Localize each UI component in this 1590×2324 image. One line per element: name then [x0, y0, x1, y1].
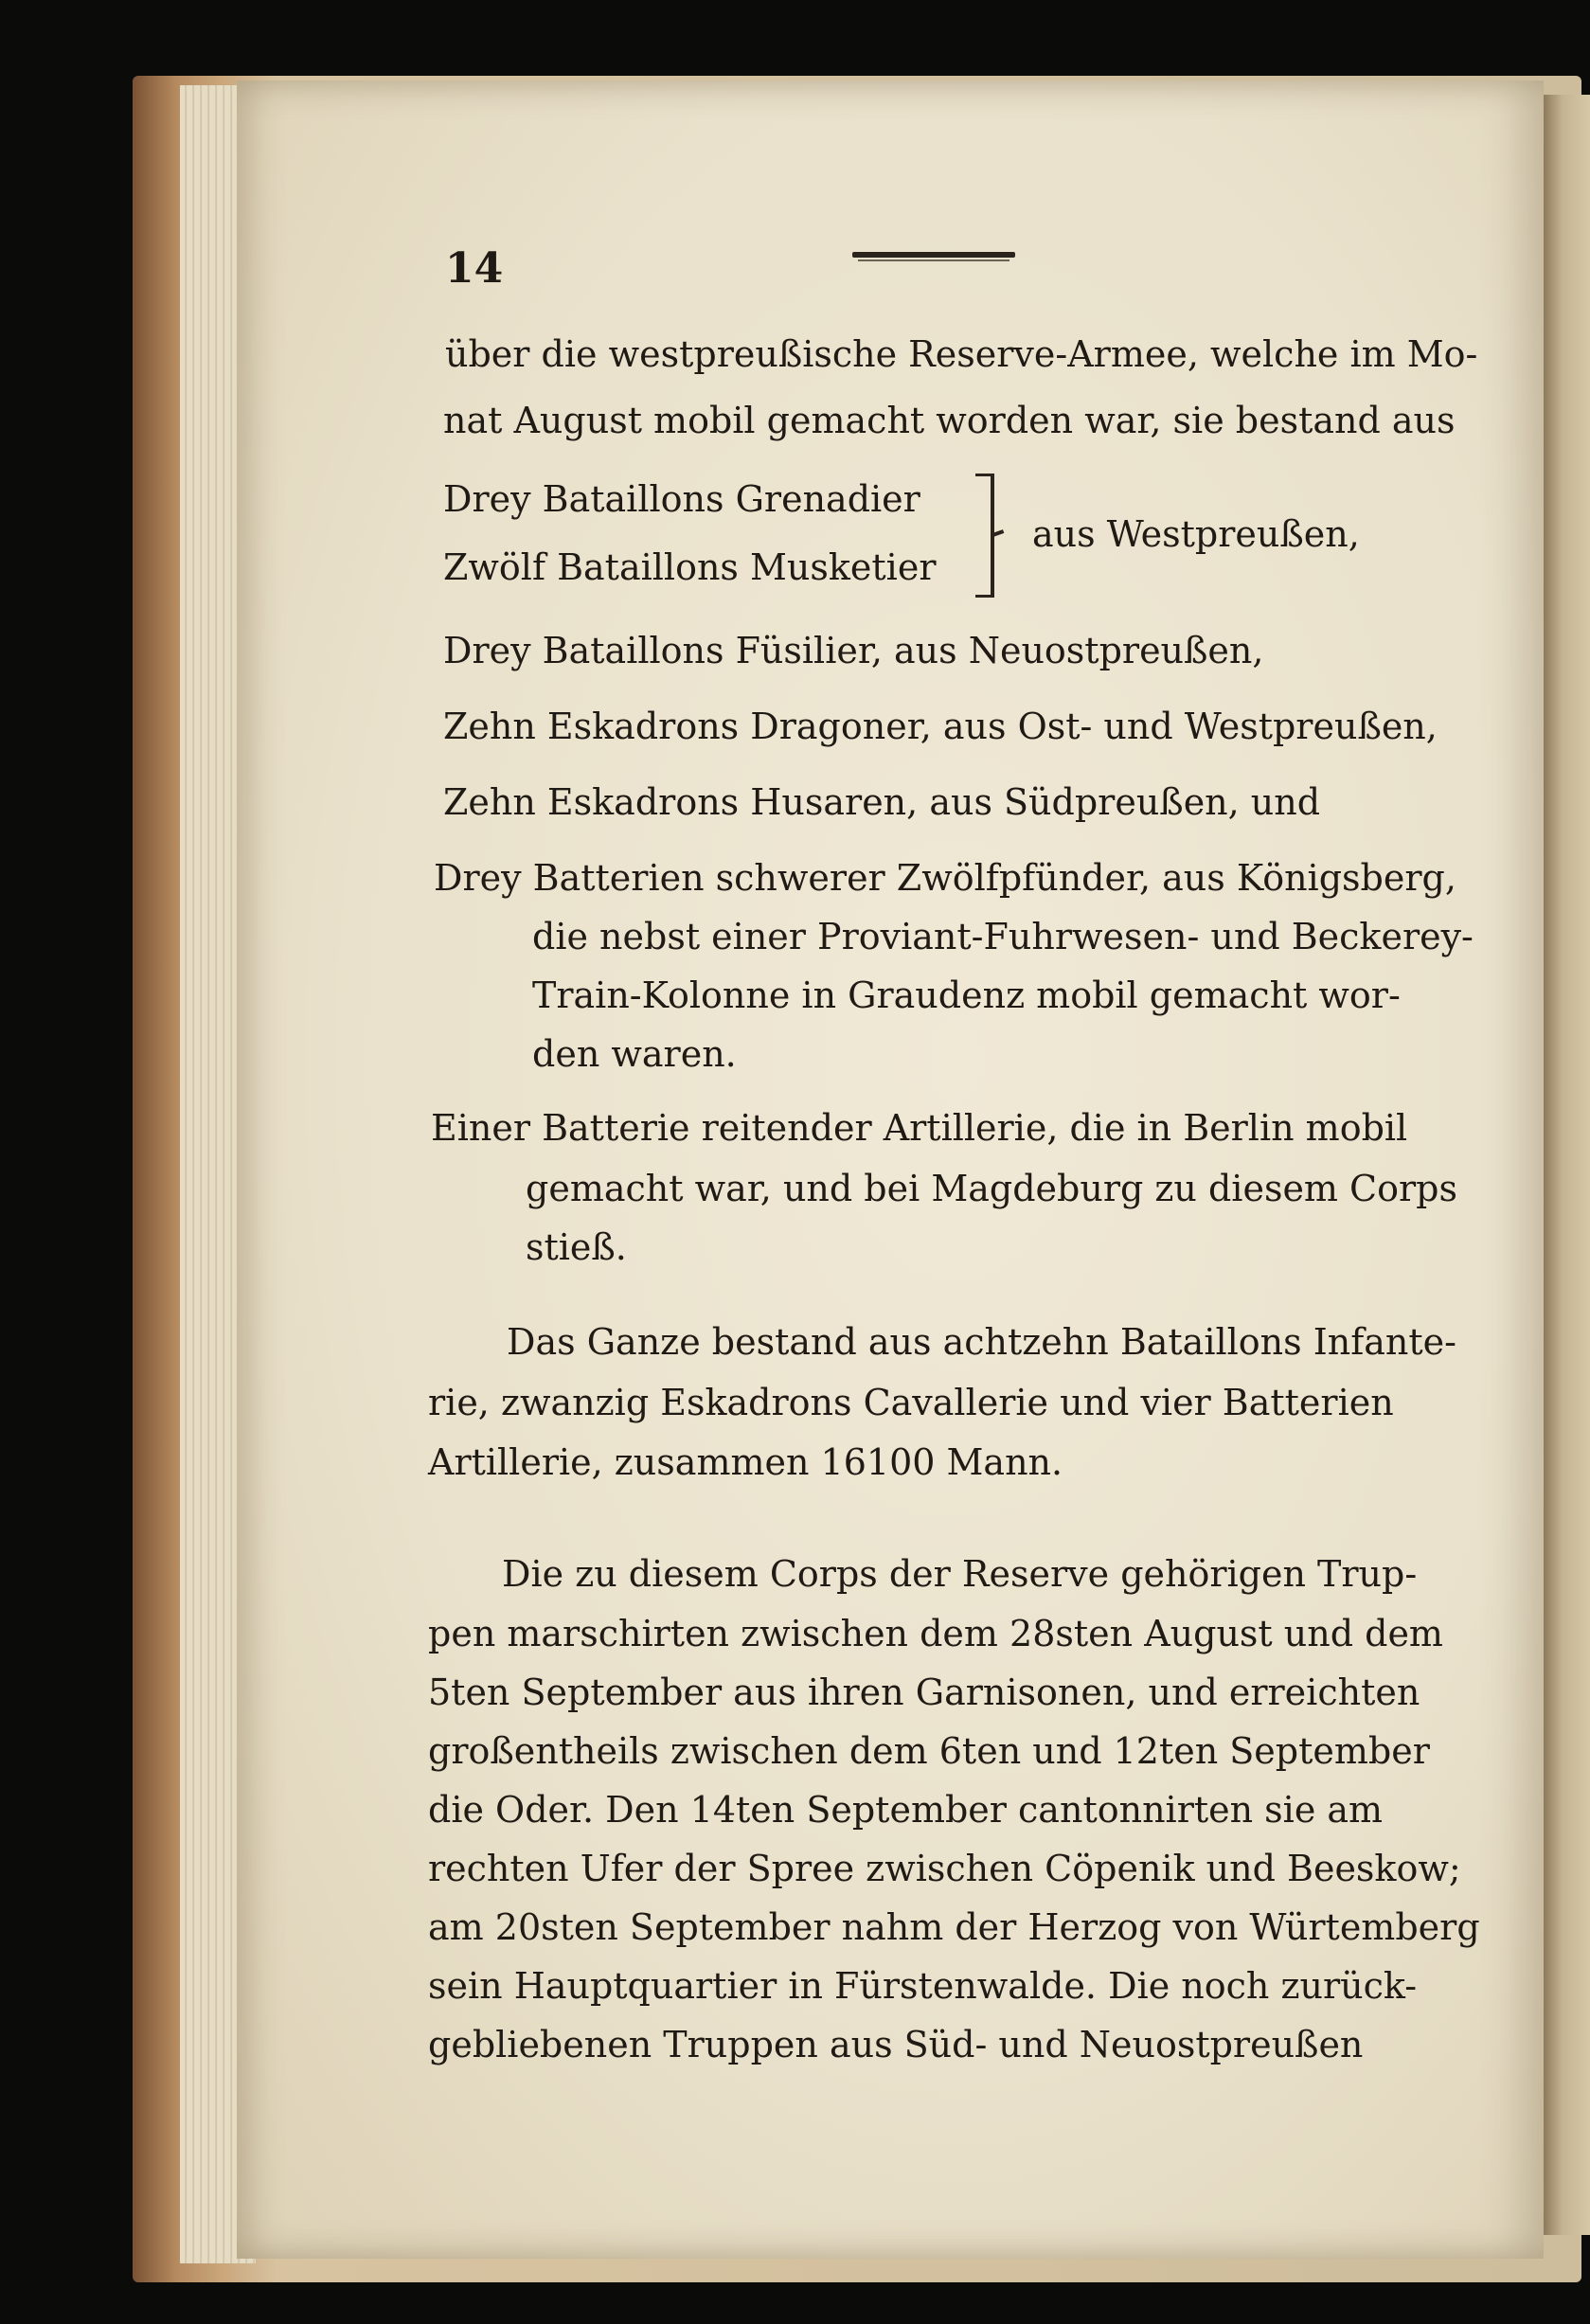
text-line: 5ten September aus ihren Garnisonen, und erreichten — [428, 1671, 1420, 1713]
page-number: 14 — [445, 244, 504, 293]
text-line: gebliebenen Truppen aus Süd- und Neuostpreußen — [428, 2024, 1364, 2065]
header-rule — [852, 252, 1015, 258]
text-line: Drey Batterien schwerer Zwölfpfünder, aus Königsberg, — [434, 857, 1456, 899]
text-line: Zehn Eskadrons Dragoner, aus Ost- und Westpreußen, — [443, 706, 1438, 747]
text-line: Die zu diesem Corps der Reserve gehörigen Trup- — [502, 1553, 1418, 1595]
facing-page-edge — [1544, 95, 1590, 2235]
text-line: die nebst einer Proviant-Fuhrwesen- und Beckerey- — [532, 916, 1474, 957]
text-line: Drey Bataillons Füsilier, aus Neuostpreußen, — [443, 630, 1264, 671]
text-line: Drey Bataillons Grenadier — [443, 478, 920, 520]
text-line: rie, zwanzig Eskadrons Cavallerie und vier Batterien — [428, 1382, 1394, 1423]
text-line: Das Ganze bestand aus achtzehn Bataillons Infante- — [507, 1321, 1456, 1363]
text-line: pen marschirten zwischen dem 28sten August und dem — [428, 1613, 1443, 1654]
text-line: aus Westpreußen, — [1032, 513, 1360, 555]
text-line: sein Hauptquartier in Fürstenwalde. Die noch zurück- — [428, 1965, 1418, 2007]
text-line: stieß. — [526, 1226, 627, 1268]
text-line: Zehn Eskadrons Husaren, aus Südpreußen, und — [443, 781, 1321, 823]
text-line: Artillerie, zusammen 16100 Mann. — [428, 1441, 1063, 1483]
text-line: die Oder. Den 14ten September cantonnirten sie am — [428, 1789, 1384, 1831]
text-line: Einer Batterie reitender Artillerie, die in Berlin mobil — [431, 1107, 1408, 1149]
text-line: am 20sten September nahm der Herzog von Würtemberg — [428, 1906, 1480, 1948]
text-line: Zwölf Bataillons Musketier — [443, 546, 937, 588]
text-line: den waren. — [532, 1033, 737, 1075]
text-line: nat August mobil gemacht worden war, sie bestand aus — [443, 400, 1456, 441]
text-line: gemacht war, und bei Magdeburg zu diesem Corps — [526, 1168, 1457, 1209]
text-line: über die westpreußische Reserve-Armee, welche im Mo- — [445, 333, 1478, 375]
text-line: rechten Ufer der Spree zwischen Cöpenik und Beeskow; — [428, 1848, 1461, 1889]
text-line: großentheils zwischen dem 6ten und 12ten September — [428, 1730, 1430, 1772]
grouping-brace — [975, 474, 994, 598]
text-line: Train-Kolonne in Graudenz mobil gemacht wor- — [532, 974, 1401, 1016]
